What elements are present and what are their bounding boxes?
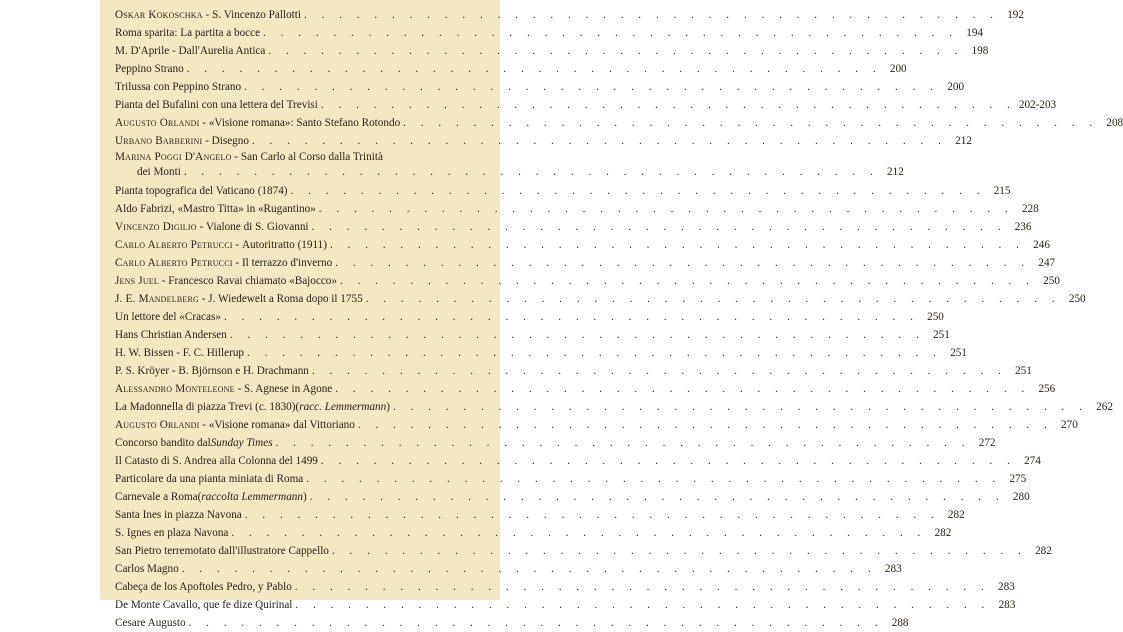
index-entry xyxy=(115,596,1016,614)
index-entry xyxy=(115,182,1011,200)
index-entry xyxy=(115,524,952,542)
leader-dots: . . . . . . . . . . . . . . . . . . . . . . . . . . . . . . . . . . . . . . . . xyxy=(311,365,1007,377)
entry-separator: - xyxy=(231,151,241,163)
entry-paren-open: ( xyxy=(197,491,202,503)
entry-title: La Madonnella di piazza Trevi (c. 1830) xyxy=(115,401,296,413)
entry-separator: - xyxy=(158,275,169,287)
entry-title: Pianta del Bufalini con una lettera del Trevisi xyxy=(115,99,318,111)
entry-title-italic: racc. Lemmermann xyxy=(299,401,387,413)
page-number: 236 xyxy=(1014,221,1032,233)
leader-dots: . . . . . . . . . . . . . . . . . . . . . . . . . . . . . . . . . . . . . . . . xyxy=(244,509,940,521)
index-entry xyxy=(115,560,902,578)
leader-dots: . . . . . . . . . . . . . . . . . . . . . . . . . . . . . . . . . . . . . . . . xyxy=(318,203,1014,215)
index-entry xyxy=(115,470,1027,488)
entry-title-italic: raccolta Lemmermann xyxy=(201,491,303,503)
index-entry xyxy=(115,200,1039,218)
leader-dots: . . . . . . . . . . . . . . . . . . . . . . . . . . . . . . . . . . . . . . . . xyxy=(251,135,947,147)
page-number: 283 xyxy=(997,581,1015,593)
entry-paren-open: ( xyxy=(295,401,300,413)
page-number: 192 xyxy=(1007,9,1024,21)
leader-dots: . . . . . . . . . . . . . . . . . . . . . . . . . . . . . . . . . . . . . . . . xyxy=(290,185,986,197)
entry-title: Il terrazzo d'inverno xyxy=(241,257,333,269)
leader-dots: . . . . . . . . . . . . . . . . . . . . . . . . . . . . . . . . . . . . . . . . xyxy=(392,401,1088,413)
index-entry xyxy=(115,236,1050,254)
page-number: 272 xyxy=(978,437,996,449)
entry-separator: - xyxy=(234,383,245,395)
leader-dots: . . . . . . . . . . . . . . . . . . . . . . . . . . . . . . . . . . . . . . . . xyxy=(306,473,1002,485)
page-number: 246 xyxy=(1033,239,1050,251)
index-entry xyxy=(115,362,1032,380)
leader-dots: . . . . . . . . . . . . . . . . . . . . . . . . . . . . . . . . . . . . . . . . xyxy=(365,293,1061,305)
entry-separator: - xyxy=(198,293,209,305)
page-number: 275 xyxy=(1009,473,1027,485)
entry-title: Autoritratto (1911) xyxy=(241,239,327,251)
entry-title: Santa Ines in piazza Navona xyxy=(115,509,242,521)
entry-title: «Visione romana» dal Vittoriano xyxy=(208,419,355,431)
page-number: 208 xyxy=(1106,117,1123,129)
leader-dots: . . . . . . . . . . . . . . . . . . . . . . . . . . . . . . . . . . . . . . . . xyxy=(304,9,999,21)
page-number: 202-203 xyxy=(1018,99,1057,111)
entry-title: San Pietro terremotato dall'illustratore Cappello xyxy=(115,545,329,557)
index-entry xyxy=(115,542,1052,560)
leader-dots: . . . . . . . . . . . . . . . . . . . . . . . . . . . . . . . . . . . . . . . . xyxy=(275,437,971,449)
entry-author: Marina Poggi D'Angelo xyxy=(115,151,232,163)
entry-title: Carnevale a Roma xyxy=(115,491,198,503)
page-number: 200 xyxy=(947,81,965,93)
entry-title: Particolare da una pianta miniata di Roma xyxy=(115,473,304,485)
entry-title: Concorso bandito dal xyxy=(115,437,211,449)
index-entry xyxy=(115,272,1060,290)
leader-dots: . . . . . . . . . . . . . . . . . . . . . . . . . . . . . . . . . . . . . . . . xyxy=(339,275,1035,287)
leader-dots: . . . . . . . . . . . . . . . . . . . . . . . . . . . . . . . . . . . . . . . . xyxy=(223,311,919,323)
leader-dots: . . . . . . . . . . . . . . . . . . . . . . . . . . . . . . . . . . . . . . . . xyxy=(357,419,1053,431)
index-entry xyxy=(115,132,972,150)
index-entry xyxy=(115,416,1078,434)
leader-dots: . . . . . . . . . . . . . . . . . . . . . . . . . . . . . . . . . . . . . . . . xyxy=(229,329,925,341)
entry-paren-close: ) xyxy=(386,401,390,413)
entry-title-continued: dei Monti xyxy=(137,166,181,178)
entry-title: Cabeça de los Apoftoles Pedro, y Pablo xyxy=(115,581,292,593)
entry-title: Cesare Augusto xyxy=(115,617,186,629)
leader-dots: . . . . . . . . . . . . . . . . . . . . . . . . . . . . . . . . . . . . . . . . xyxy=(244,81,940,93)
leader-dots: . . . . . . . . . . . . . . . . . . . . . . . . . . . . . . . . . . . . . . . . xyxy=(268,45,964,57)
entry-title: De Monte Cavallo, que fe dize Quirinal xyxy=(115,599,293,611)
index-entry xyxy=(115,326,950,344)
leader-dots: . . . . . . . . . . . . . . . . . . . . . . . . . . . . . . . . . . . . . . . . xyxy=(335,383,1031,395)
entry-paren-close: ) xyxy=(302,491,307,503)
page-number: 247 xyxy=(1038,257,1056,269)
entry-title: S. Vincenzo Pallotti xyxy=(212,9,302,21)
page-number: 212 xyxy=(955,135,972,147)
page-number: 283 xyxy=(998,599,1016,611)
entry-title: M. D'Aprile - Dall'Aurelia Antica xyxy=(115,45,266,57)
index-entry xyxy=(115,506,965,524)
index-entry xyxy=(115,488,1030,506)
entry-title: Un lettore del «Cracas» xyxy=(115,311,221,323)
page-number: 251 xyxy=(950,347,967,359)
index-entry xyxy=(115,114,1123,132)
index-entry xyxy=(115,42,989,60)
leader-dots: . . . . . . . . . . . . . . . . . . . . . . . . . . . . . . . . . . . . . . . . xyxy=(311,221,1007,233)
index-entry xyxy=(115,614,909,632)
entry-title: J. Wiedewelt a Roma dopo il 1755 xyxy=(208,293,363,305)
entry-title: San Carlo al Corso dalla Trinità xyxy=(240,151,383,163)
entry-title: Trilussa con Peppino Strano xyxy=(115,81,242,93)
index-entry xyxy=(115,578,1015,596)
leader-dots: . . . . . . . . . . . . . . . . . . . . . . . . . . . . . . . . . . . . . . . . xyxy=(294,581,990,593)
entry-author: Augusto Orlandi xyxy=(115,117,200,129)
page-number: 198 xyxy=(971,45,989,57)
entry-author: Oskar Kokoschka xyxy=(115,9,203,21)
entry-separator: - xyxy=(232,239,242,251)
entry-title: Hans Christian Andersen xyxy=(115,329,227,341)
entry-author: J. E. Mandelberg xyxy=(115,293,199,305)
leader-dots: . . . . . . . . . . . . . . . . . . . . . . . . . . . . . . . . . . . . . . . . xyxy=(320,455,1016,467)
page-number: 251 xyxy=(1015,365,1032,377)
page-number: 200 xyxy=(889,63,907,75)
index-entry xyxy=(115,60,907,78)
entry-title: Aldo Fabrizi, «Mastro Titta» in «Rugantino» xyxy=(115,203,316,215)
entry-title: P. S. Kröyer - B. Björnson e H. Drachmann xyxy=(115,365,309,377)
index-entry xyxy=(115,78,965,96)
leader-dots: . . . . . . . . . . . . . . . . . . . . . . . . . . . . . . . . . . . . . . . . xyxy=(181,563,877,575)
leader-dots: . . . . . . . . . . . . . . . . . . . . . . . . . . . . . . . . . . . . . . . . xyxy=(263,27,959,39)
entry-author: Urbano Barberini xyxy=(115,135,203,147)
page-number: 282 xyxy=(947,509,965,521)
page-number: 283 xyxy=(884,563,902,575)
entry-separator: - xyxy=(202,135,212,147)
leader-dots: . . . . . . . . . . . . . . . . . . . . . . . . . . . . . . . . . . . . . . . . xyxy=(309,491,1005,503)
index-entry xyxy=(115,380,1056,398)
leader-dots: . . . . . . . . . . . . . . . . . . . . . . . . . . . . . . . . . . . . . . . . xyxy=(335,257,1031,269)
entry-title: Carlos Magno xyxy=(115,563,179,575)
page-number: 280 xyxy=(1012,491,1030,503)
book-page xyxy=(100,0,1123,629)
index-entry xyxy=(115,398,1113,416)
entry-title: Francesco Ravai chiamato «Bajocco» xyxy=(168,275,337,287)
entry-title: Vialone di S. Giovanni xyxy=(206,221,309,233)
entry-separator: - xyxy=(199,117,209,129)
page-number: 250 xyxy=(1068,293,1086,305)
page-number: 256 xyxy=(1038,383,1056,395)
page-number: 282 xyxy=(934,527,952,539)
index-entry xyxy=(115,150,904,182)
entry-separator: - xyxy=(199,419,209,431)
page-number: 282 xyxy=(1035,545,1052,557)
index-entry xyxy=(115,254,1056,272)
page-number: 194 xyxy=(966,27,984,39)
page-number: 250 xyxy=(927,311,944,323)
leader-dots: . . . . . . . . . . . . . . . . . . . . . . . . . . . . . . . . . . . . . . . . xyxy=(186,63,882,75)
index-entry xyxy=(115,24,984,42)
leader-dots: . . . . . . . . . . . . . . . . . . . . . . . . . . . . . . . . . . . . . . . . xyxy=(403,117,1099,129)
page-number: 274 xyxy=(1024,455,1041,467)
entry-title: «Visione romana»: Santo Stefano Rotondo xyxy=(208,117,401,129)
entry-title: Pianta topografica del Vaticano (1874) xyxy=(115,185,288,197)
leader-dots: . . . . . . . . . . . . . . . . . . . . . . . . . . . . . . . . . . . . . . . . xyxy=(183,166,879,178)
entry-title-italic: Sunday Times xyxy=(210,437,273,449)
page-number: 270 xyxy=(1061,419,1078,431)
leader-dots: . . . . . . . . . . . . . . . . . . . . . . . . . . . . . . . . . . . . . . . . xyxy=(247,347,942,359)
index-entry xyxy=(115,344,967,362)
entry-title: Disegno xyxy=(211,135,249,147)
page-number: 228 xyxy=(1021,203,1039,215)
entry-title: S. Agnese in Agone xyxy=(244,383,333,395)
page-number: 215 xyxy=(993,185,1011,197)
index-entry xyxy=(115,218,1032,236)
entry-separator: - xyxy=(196,221,207,233)
index-entry xyxy=(115,452,1041,470)
entry-author: Alessandro Monteleone xyxy=(115,383,235,395)
leader-dots: . . . . . . . . . . . . . . . . . . . . . . . . . . . . . . . . . . . . . . . . xyxy=(329,239,1025,251)
entry-title: Roma sparita: La partita a bocce xyxy=(115,27,261,39)
entry-separator: - xyxy=(202,9,213,21)
index-entry xyxy=(115,6,1024,24)
index-entry xyxy=(115,434,996,452)
entry-author: Jens Juel xyxy=(115,275,159,287)
entry-title: Peppino Strano xyxy=(115,63,184,75)
entry-author: Carlo Alberto Petrucci xyxy=(115,257,233,269)
entry-author: Augusto Orlandi xyxy=(115,419,200,431)
leader-dots: . . . . . . . . . . . . . . . . . . . . . . . . . . . . . . . . . . . . . . . . xyxy=(188,617,884,629)
page-number: 250 xyxy=(1043,275,1060,287)
leader-dots: . . . . . . . . . . . . . . . . . . . . . . . . . . . . . . . . . . . . . . . . xyxy=(331,545,1027,557)
entry-title: H. W. Bissen - F. C. Hillerup xyxy=(115,347,245,359)
entry-author: Vincenzo Digilio xyxy=(115,221,197,233)
entry-title: Il Catasto di S. Andrea alla Colonna del 1499 xyxy=(115,455,318,467)
entry-title: S. Ignes en plaza Navona xyxy=(115,527,229,539)
leader-dots: . . . . . . . . . . . . . . . . . . . . . . . . . . . . . . . . . . . . . . . . xyxy=(320,99,1016,111)
index-entry xyxy=(115,290,1086,308)
leader-dots: . . . . . . . . . . . . . . . . . . . . . . . . . . . . . . . . . . . . . . . . xyxy=(295,599,991,611)
leader-dots: . . . . . . . . . . . . . . . . . . . . . . . . . . . . . . . . . . . . . . . . xyxy=(231,527,927,539)
page-number: 262 xyxy=(1096,401,1113,413)
page-number: 288 xyxy=(891,617,909,629)
entry-author: Carlo Alberto Petrucci xyxy=(115,239,233,251)
index-list xyxy=(115,6,1123,632)
entry-separator: - xyxy=(232,257,242,269)
index-entry xyxy=(115,96,1057,114)
page-number: 212 xyxy=(887,166,904,178)
index-entry xyxy=(115,308,944,326)
page-number: 251 xyxy=(933,329,950,341)
